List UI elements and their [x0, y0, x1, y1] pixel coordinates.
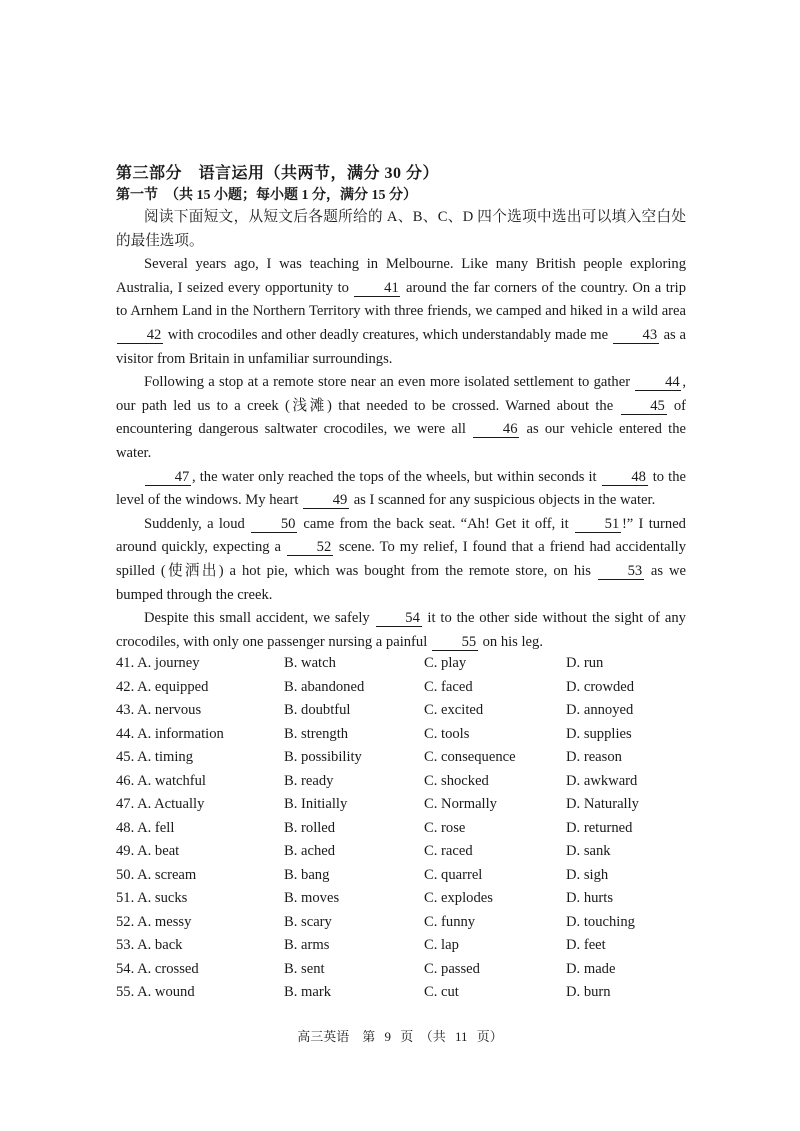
option-c: C. tools — [424, 725, 470, 742]
option-a: 43. A. nervous — [116, 702, 202, 718]
option-d: D. supplies — [566, 725, 632, 742]
option-a: 44. A. information — [116, 725, 224, 742]
blank-47: 47 — [145, 469, 191, 486]
option-d: D. feet — [566, 937, 606, 953]
option-d: D. sigh — [566, 866, 609, 883]
option-d: D. hurts — [566, 890, 614, 906]
passage-paragraph-2 — [116, 371, 686, 465]
passage-text: Following a stop at a remote store near an even more isolated settlement to gather — [144, 374, 631, 391]
option-b: B. Initially — [284, 796, 348, 812]
option-a: 47. A. Actually — [116, 796, 205, 812]
passage-text: Suddenly, a loud — [144, 515, 245, 532]
passage-text: around the far corners of the country. On a trip to Arnhem Land in the Northern Territory with three friends, we camped and hiked in a wild area — [116, 279, 686, 320]
option-c: C. cut — [424, 984, 459, 1000]
cloze-passage — [116, 206, 686, 654]
blank-54: 54 — [376, 610, 422, 627]
option-d: D. Naturally — [566, 796, 639, 812]
passage-text: as we bumped through the creek. — [116, 562, 687, 603]
option-b: B. moves — [284, 890, 340, 906]
option-row-51 — [116, 887, 686, 911]
option-a: 48. A. fell — [116, 819, 175, 836]
option-c: C. explodes — [424, 890, 493, 906]
option-row-44 — [116, 723, 686, 747]
option-c: C. raced — [424, 843, 473, 859]
option-b: B. watch — [284, 655, 336, 671]
passage-text: as a visitor from Britain in unfamiliar surroundings. — [116, 326, 686, 367]
passage-text: on his leg. — [482, 633, 543, 650]
passage-text: !” I turned around quickly, expecting a — [116, 515, 686, 556]
instruction: 阅读下面短文，从短文后各题所给的 A、B、C、D 四个选项中选出可以填入空白处的最佳选项。 — [116, 209, 686, 249]
option-b: B. arms — [284, 937, 330, 953]
page-footer: 高三英语 第 9 页 （共 11 页） — [297, 1029, 503, 1044]
passage-text: it to the other side without the sight of any crocodiles, with only one passenger nursing a painful — [116, 610, 686, 650]
answer-options-list — [116, 652, 686, 1005]
option-b: B. rolled — [284, 819, 336, 836]
passage-text: , our path led us to a creek (浅滩) that needed to be crossed. Warned about the — [116, 374, 687, 414]
passage-text: with crocodiles and other deadly creatures, which understandably made me — [167, 326, 609, 343]
option-b: B. ready — [284, 772, 334, 789]
passage-paragraph-3 — [116, 466, 686, 513]
option-c: C. quarrel — [424, 866, 483, 883]
option-c: C. passed — [424, 960, 480, 977]
option-row-43 — [116, 699, 686, 723]
blank-42: 42 — [117, 327, 163, 344]
option-row-42 — [116, 676, 686, 700]
option-d: D. crowded — [566, 678, 635, 695]
option-d: D. reason — [566, 749, 622, 765]
blank-51: 51 — [575, 516, 621, 533]
blank-43: 43 — [613, 327, 659, 344]
option-b: B. possibility — [284, 749, 362, 765]
option-row-53 — [116, 934, 686, 958]
option-b: B. strength — [284, 725, 349, 742]
option-a: 55. A. wound — [116, 984, 195, 1000]
option-row-41 — [116, 652, 686, 676]
blank-45: 45 — [621, 398, 667, 415]
option-a: 45. A. timing — [116, 749, 194, 765]
blank-41: 41 — [354, 280, 400, 297]
option-d: D. made — [566, 960, 616, 977]
option-b: B. abandoned — [284, 678, 365, 695]
option-c: C. faced — [424, 678, 473, 695]
blank-55: 55 — [432, 634, 478, 651]
passage-paragraph-5 — [116, 607, 686, 654]
option-d: D. touching — [566, 913, 635, 930]
option-d: D. awkward — [566, 772, 638, 789]
option-c: C. rose — [424, 819, 466, 836]
option-a: 50. A. scream — [116, 866, 197, 883]
option-d: D. returned — [566, 819, 633, 836]
section-subheading: 第一节 （共 15 小题；每小题 1 分，满分 15 分） — [116, 188, 417, 203]
option-row-47 — [116, 793, 686, 817]
passage-text: as I scanned for any suspicious objects in the water. — [353, 492, 656, 509]
passage-text: to the level of the windows. My heart — [116, 468, 686, 509]
section-heading: 第三部分 语言运用（共两节，满分 30 分） — [116, 165, 440, 182]
passage-text: came from the back seat. “Ah! Get it off, it — [303, 515, 569, 532]
option-d: D. burn — [566, 984, 611, 1000]
option-a: 52. A. messy — [116, 913, 192, 930]
option-a: 54. A. crossed — [116, 960, 199, 977]
option-c: C. shocked — [424, 772, 489, 789]
passage-text: as our vehicle entered the water. — [116, 421, 686, 461]
option-b: B. doubtful — [284, 702, 351, 718]
passage-text: of encountering dangerous saltwater crocodiles, we were all — [116, 397, 687, 438]
option-a: 53. A. back — [116, 937, 183, 953]
blank-52: 52 — [287, 539, 333, 556]
option-row-50 — [116, 864, 686, 888]
option-a: 49. A. beat — [116, 843, 180, 859]
option-a: 46. A. watchful — [116, 772, 206, 789]
option-b: B. bang — [284, 866, 330, 883]
option-b: B. mark — [284, 984, 332, 1000]
option-c: C. lap — [424, 937, 459, 953]
option-b: B. ached — [284, 843, 336, 859]
option-row-49 — [116, 840, 686, 864]
passage-text: scene. To my relief, I found that a friend had accidentally spilled (使洒出) a hot pie, which was bought from the remote store, on his — [116, 539, 686, 579]
blank-44: 44 — [635, 374, 681, 391]
blank-50: 50 — [251, 516, 297, 533]
option-d: D. run — [566, 655, 604, 671]
option-d: D. annoyed — [566, 702, 634, 718]
option-c: C. Normally — [424, 796, 497, 812]
option-a: 41. A. journey — [116, 655, 200, 671]
passage-text: , the water only reached the tops of the wheels, but within seconds it — [192, 468, 597, 485]
option-row-48 — [116, 817, 686, 841]
blank-48: 48 — [602, 469, 648, 486]
option-c: C. play — [424, 655, 467, 671]
option-b: B. sent — [284, 960, 325, 977]
passage-text: Despite this small accident, we safely — [144, 610, 370, 627]
option-row-52 — [116, 911, 686, 935]
passage-paragraph-4 — [116, 513, 686, 607]
passage-paragraph-1 — [116, 253, 686, 371]
option-row-55 — [116, 981, 686, 1005]
option-c: C. excited — [424, 702, 484, 718]
option-a: 42. A. equipped — [116, 678, 209, 695]
option-c: C. consequence — [424, 749, 516, 765]
blank-46: 46 — [473, 421, 519, 438]
blank-49: 49 — [303, 492, 349, 509]
passage-text: Several years ago, I was teaching in Melbourne. Like many British people exploring Australia, I seized every opportunity to — [116, 256, 686, 296]
option-a: 51. A. sucks — [116, 890, 188, 906]
blank-53: 53 — [598, 563, 644, 580]
option-row-46 — [116, 770, 686, 794]
option-b: B. scary — [284, 913, 332, 930]
option-c: C. funny — [424, 913, 476, 930]
option-row-54 — [116, 958, 686, 982]
option-row-45 — [116, 746, 686, 770]
option-d: D. sank — [566, 843, 611, 859]
